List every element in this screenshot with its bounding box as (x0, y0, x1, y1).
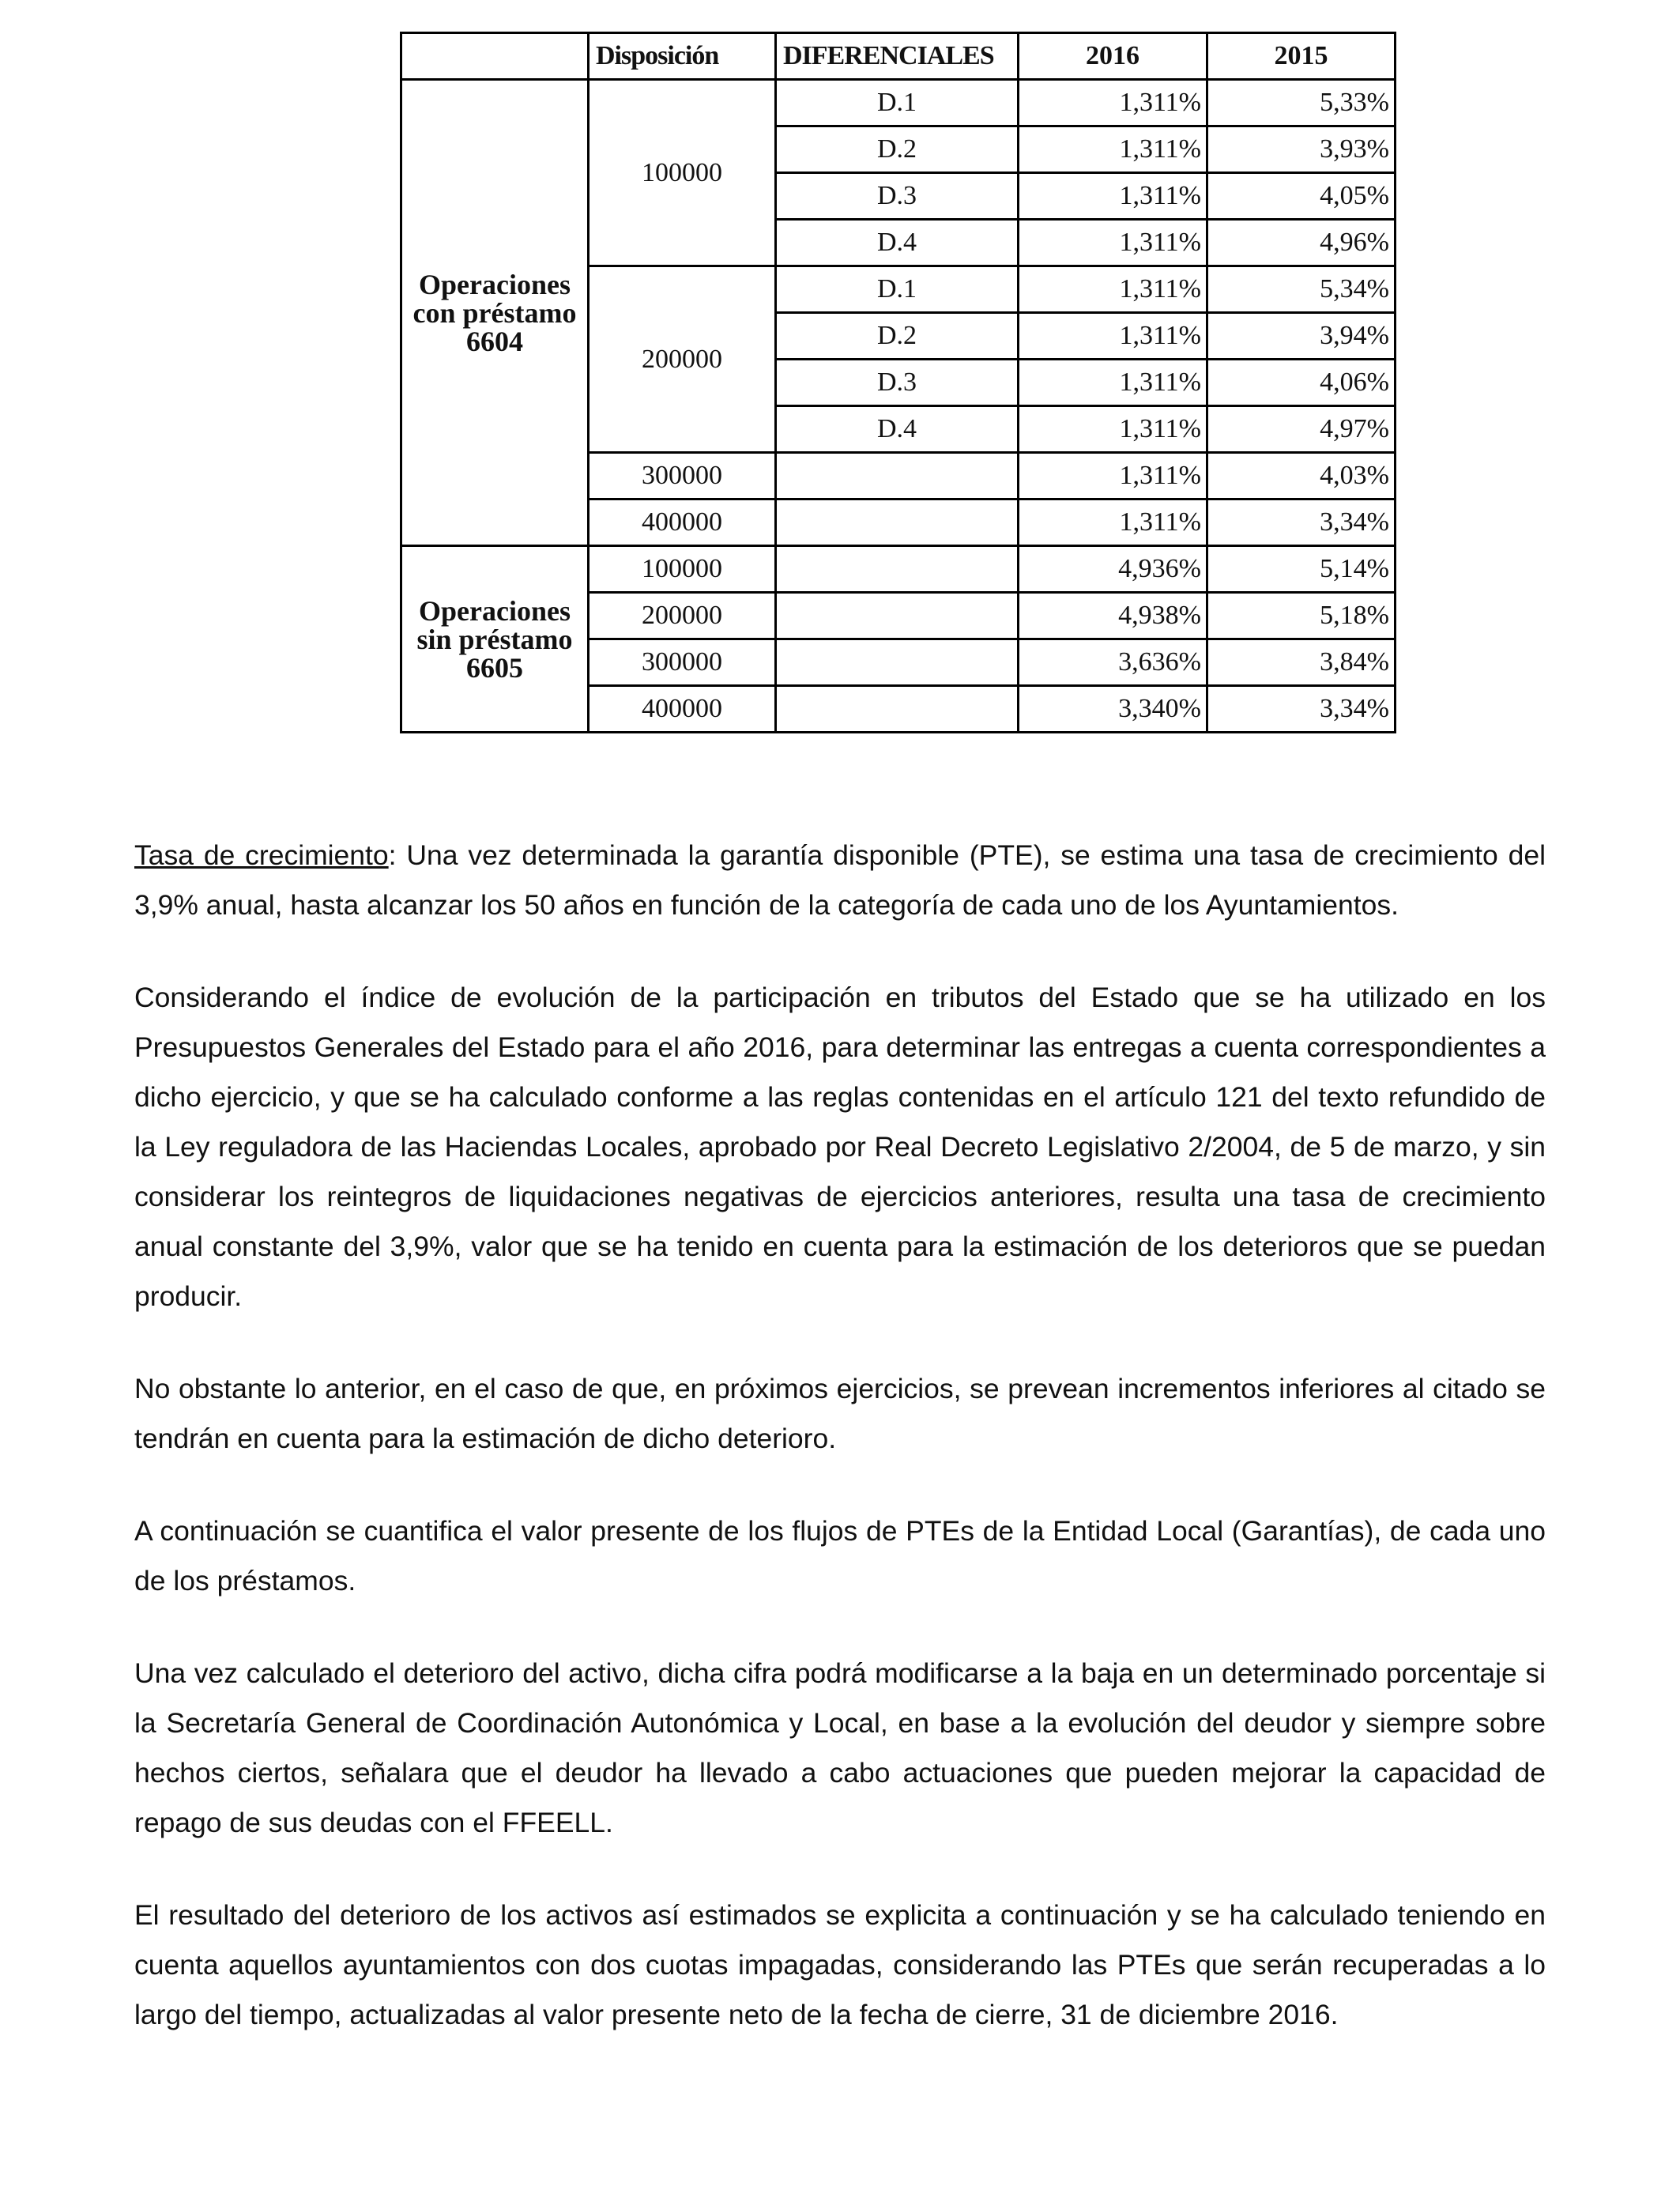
paragraph-present-value: A continuación se cuantifica el valor presente de los flujos de PTEs de la Entidad Local (Garantías), de cada uno de los préstamos. (134, 1515, 1546, 1596)
disposition-cell: 400000 (589, 499, 776, 546)
disposition-cell: 300000 (589, 639, 776, 686)
value-2016-cell: 1,311% (1019, 220, 1207, 266)
header-diferenciales: DIFERENCIALES (776, 33, 1019, 80)
value-2016-cell: 1,311% (1019, 453, 1207, 499)
value-2016-cell: 1,311% (1019, 406, 1207, 453)
diferencial-cell: D.2 (776, 313, 1019, 360)
table-header-row (401, 33, 1396, 80)
value-2015-cell: 4,05% (1207, 173, 1396, 220)
diferencial-cell: D.4 (776, 220, 1019, 266)
value-2015-cell: 4,97% (1207, 406, 1396, 453)
diferencial-cell (776, 593, 1019, 639)
diferencial-cell: D.1 (776, 266, 1019, 313)
diferencial-cell (776, 639, 1019, 686)
paragraph-impairment-adjustment: Una vez calculado el deterioro del activo, dicha cifra podrá modificarse a la baja en un determinado porcentaje si la Secretaría General de Coordinación Autonómica y Local, en base a la evolución del deudor y siempre sobre hechos ciertos, señalara que el deudor ha llevado a cabo actuaciones que pueden mejorar la capacidad de repago de sus deudas con el FFEELL. (134, 1657, 1546, 1838)
disposition-cell: 200000 (589, 266, 776, 453)
value-2016-cell: 1,311% (1019, 499, 1207, 546)
value-2015-cell: 3,34% (1207, 499, 1396, 546)
value-2016-cell: 1,311% (1019, 80, 1207, 126)
disposition-cell: 100000 (589, 546, 776, 593)
paragraph-impairment-result: El resultado del deterioro de los activos así estimados se explicita a continuación y se ha calculado teniendo en cuenta aquellos ayuntamientos con dos cuotas impagadas, considerando las PTEs que serán recuperadas a lo largo del tiempo, actualizadas al valor presente neto de la fecha de cierre, 31 de diciembre 2016. (134, 1899, 1546, 2030)
value-2016-cell: 3,636% (1019, 639, 1207, 686)
value-2015-cell: 3,93% (1207, 126, 1396, 173)
body-text (134, 831, 1546, 2083)
diferencial-cell (776, 546, 1019, 593)
value-2016-cell: 4,936% (1019, 546, 1207, 593)
value-2016-cell: 1,311% (1019, 173, 1207, 220)
diferencial-cell: D.3 (776, 173, 1019, 220)
paragraph-index-evolution: Considerando el índice de evolución de la participación en tributos del Estado que se ha utilizado en los Presupuestos Generales del Estado para el año 2016, para determinar las entregas a cuenta correspondientes a dicho ejercicio, y que se ha calculado conforme a las reglas contenidas en el artículo 121 del texto refundido de la Ley reguladora de las Haciendas Locales, aprobado por Real Decreto Legislativo 2/2004, de 5 de marzo, y sin considerar los reintegros de liquidaciones negativas de ejercicios anteriores, resulta una tasa de crecimiento anual constante del 3,9%, valor que se ha tenido en cuenta para la estimación de los deterioros que se puedan producir. (134, 982, 1546, 1312)
diferencial-cell: D.1 (776, 80, 1019, 126)
header-2016: 2016 (1019, 33, 1207, 80)
disposition-cell: 400000 (589, 686, 776, 733)
value-2016-cell: 1,311% (1019, 126, 1207, 173)
value-2016-cell: 3,340% (1019, 686, 1207, 733)
disposition-cell: 200000 (589, 593, 776, 639)
value-2016-cell: 1,311% (1019, 266, 1207, 313)
value-2015-cell: 5,33% (1207, 80, 1396, 126)
diferencial-cell: D.3 (776, 360, 1019, 406)
value-2015-cell: 4,96% (1207, 220, 1396, 266)
table-row (401, 546, 1396, 593)
value-2015-cell: 5,14% (1207, 546, 1396, 593)
disposition-cell: 100000 (589, 80, 776, 266)
diferencial-cell (776, 453, 1019, 499)
paragraph-growth-rate (134, 831, 1546, 930)
value-2015-cell: 3,34% (1207, 686, 1396, 733)
value-2015-cell: 3,84% (1207, 639, 1396, 686)
growth-rate-label: Tasa de crecimiento (134, 839, 389, 871)
value-2015-cell: 5,18% (1207, 593, 1396, 639)
value-2015-cell: 4,06% (1207, 360, 1396, 406)
value-2016-cell: 4,938% (1019, 593, 1207, 639)
growth-rate-text: : Una vez determinada la garantía disponible (PTE), se estima una tasa de crecimiento del 3,9% anual, hasta alcanzar los 50 años en función de la categoría de cada uno de los Ayuntamientos. (134, 839, 1546, 921)
table-row (401, 80, 1396, 126)
diferencial-cell (776, 499, 1019, 546)
header-empty (401, 33, 589, 80)
diferencial-cell (776, 686, 1019, 733)
value-2016-cell: 1,311% (1019, 360, 1207, 406)
rates-table (400, 32, 1396, 733)
value-2016-cell: 1,311% (1019, 313, 1207, 360)
paragraph-notwithstanding: No obstante lo anterior, en el caso de que, en próximos ejercicios, se prevean incrementos inferiores al citado se tendrán en cuenta para la estimación de dicho deterioro. (134, 1373, 1546, 1454)
diferencial-cell: D.4 (776, 406, 1019, 453)
header-2015: 2015 (1207, 33, 1396, 80)
disposition-cell: 300000 (589, 453, 776, 499)
value-2015-cell: 5,34% (1207, 266, 1396, 313)
diferencial-cell: D.2 (776, 126, 1019, 173)
value-2015-cell: 3,94% (1207, 313, 1396, 360)
group-label-6605: Operaciones sin préstamo 6605 (401, 546, 589, 733)
group-label-6604: Operaciones con préstamo 6604 (401, 80, 589, 546)
value-2015-cell: 4,03% (1207, 453, 1396, 499)
header-disposicion: Disposición (589, 33, 776, 80)
